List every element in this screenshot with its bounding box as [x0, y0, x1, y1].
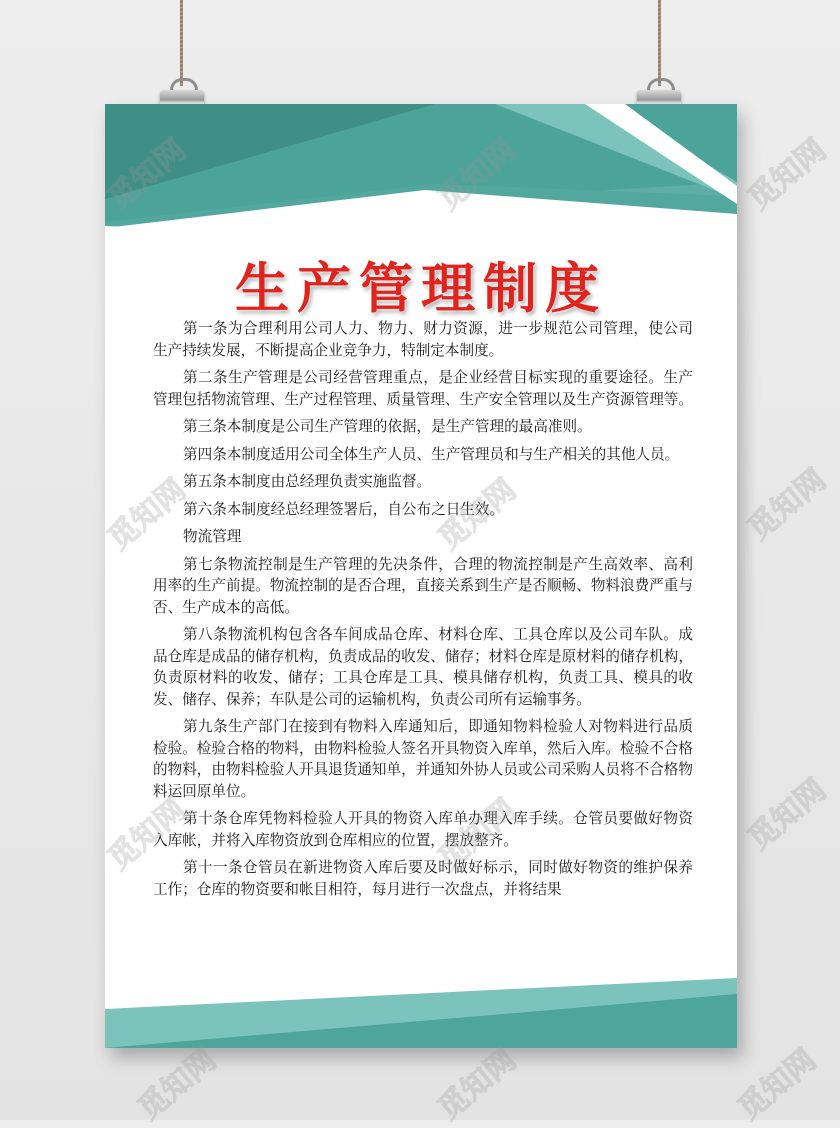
- article-6: 第六条本制度经总经理签署后，自公布之日生效。: [183, 500, 505, 518]
- watermark: 觅知网: [431, 1042, 523, 1128]
- article-1: 第一条为合理利用公司人力、物力、财力资源，进一步规范公司管理，使公司生产持续发展，不断提高企业竞争力，特制定本制度。: [153, 320, 693, 359]
- poster: [105, 104, 737, 1048]
- article-11: 第十一条仓管员在新进物资入库后要及时做好标示，同时做好物资的维护保养工作；仓库的物资要和帐目相符，每月进行一次盘点，并将结果: [153, 859, 693, 898]
- watermark: 觅知网: [741, 772, 833, 858]
- article-2: 第二条生产管理是公司经营管理重点，是企业经营目标实现的重要途径。生产管理包括物流管理、生产过程管理、质量管理、生产安全管理以及生产资源管理等。: [153, 369, 693, 408]
- poster-title: 生产管理制度: [235, 257, 607, 320]
- watermark: 觅知网: [131, 1042, 223, 1128]
- article-5: 第五条本制度由总经理负责实施监督。: [183, 473, 432, 490]
- hanging-string-left: [180, 0, 183, 86]
- watermark: 觅知网: [741, 462, 833, 548]
- article-4: 第四条本制度适用公司全体生产人员、生产管理员和与生产相关的其他人员。: [183, 445, 680, 463]
- article-3: 第三条本制度是公司生产管理的依据，是生产管理的最高准则。: [183, 418, 592, 435]
- article-10: 第十条仓库凭物料检验人开具的物资入库单办理入库手续。仓管员要做好物资入库帐，并将入库物资放到仓库相应的位置，摆放整齐。: [153, 810, 693, 849]
- section-heading-logistics: 物流管理: [183, 528, 242, 545]
- watermark: 觅知网: [741, 132, 833, 218]
- article-8: 第八条物流机构包含各车间成品仓库、材料仓库、工具仓库以及公司车队。成品仓库是成品的储存机构，负责成品的收发、储存；材料仓库是原材料的储存机构，负责原材料的收发、储存；工具仓库是工具、模具储存机构，负责工具、模具的收发、储存、保养；车队是公司的运输机构，负责公司所有运输事务。: [153, 626, 693, 708]
- article-9: 第九条生产部门在接到有物料入库通知后，即通知物料检验人对物料进行品质检验。检验合格的物料，由物料检验人签名开具物资入库单，然后入库。检验不合格的物料，由物料检验人开具退货通知单，并通知外协人员或公司采购人员将不合格物料运回原单位。: [153, 718, 693, 800]
- hanging-string-right: [658, 0, 661, 86]
- regulation-text: [153, 318, 693, 906]
- watermark: 觅知网: [731, 1042, 823, 1128]
- article-7: 第七条物流控制是生产管理的先决条件，合理的物流控制是产生高效率、高利用率的生产前提。物流控制的是否合理，直接关系到生产是否顺畅、物料浪费严重与否、生产成本的高低。: [153, 555, 693, 616]
